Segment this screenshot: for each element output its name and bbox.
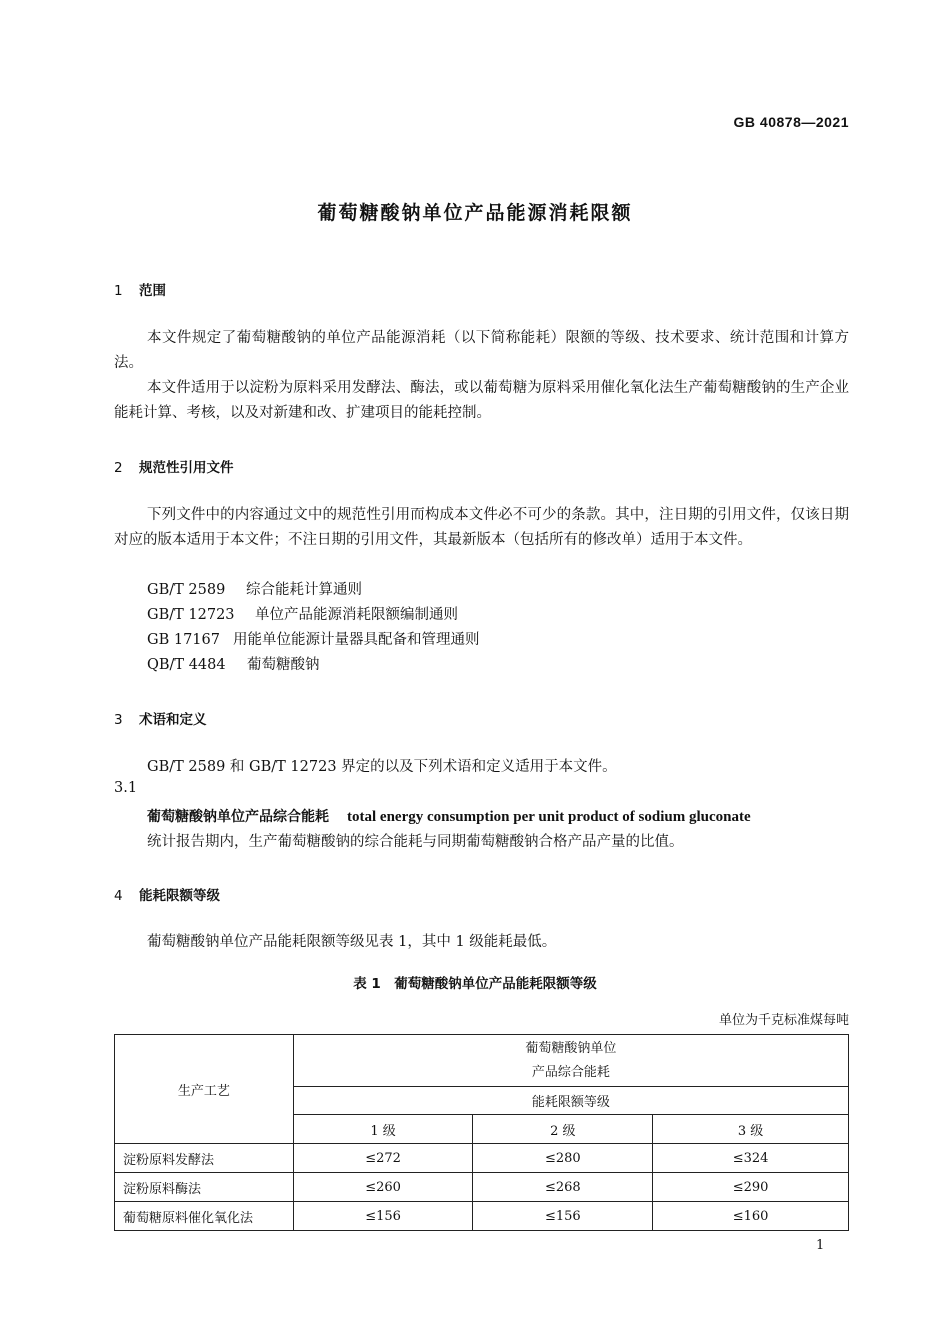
term-english: total energy consumption per unit product of sodium gluconate	[347, 809, 751, 825]
value-cell: ≤156	[293, 1202, 473, 1231]
group-header-cell	[293, 1035, 848, 1087]
table-unit: 单位为千克标准煤每吨	[718, 1013, 849, 1028]
reference-code: GB/T 12723	[147, 607, 235, 623]
table-caption: 表 1 葡萄糖酸钠单位产品能耗限额等级	[353, 976, 597, 992]
section-title: 范围	[139, 283, 166, 299]
reference-code: QB/T 4484	[147, 657, 226, 673]
value-cell: ≤272	[293, 1144, 473, 1173]
paragraph: GB/T 2589 和 GB/T 12723 界定的以及下列术语和定义适用于本文件。	[147, 759, 617, 775]
section-number: 4	[114, 888, 123, 904]
table-row	[115, 1202, 849, 1231]
paragraph: 本文件规定了葡萄糖酸钠的单位产品能源消耗（以下简称能耗）限额的等级、技术要求、统计范围和计算方法。	[114, 330, 849, 371]
reference-title: 单位产品能源消耗限额编制通则	[255, 607, 458, 623]
value-cell: ≤156	[473, 1202, 653, 1231]
value-cell: ≤324	[653, 1144, 849, 1173]
section-number: 3	[114, 712, 123, 728]
table-row	[115, 1173, 849, 1202]
value-cell: ≤280	[473, 1144, 653, 1173]
paragraph: 葡萄糖酸钠单位产品能耗限额等级见表 1，其中 1 级能耗最低。	[147, 934, 557, 950]
subclause-number: 3.1	[114, 780, 138, 796]
normative-reference	[147, 628, 480, 649]
grade-header-cell: 1 级	[293, 1115, 473, 1144]
section-number: 2	[114, 460, 123, 476]
section-number: 1	[114, 283, 123, 299]
paragraph: 下列文件中的内容通过文中的规范性引用而构成本文件必不可少的条款。其中，注日期的引用文件，仅该日期对应的版本适用于本文件；不注日期的引用文件，其最新版本（包括所有的修改单）适用于本文件。	[114, 507, 849, 548]
term-definition: 统计报告期内，生产葡萄糖酸钠的综合能耗与同期葡萄糖酸钠合格产品产量的比值。	[147, 834, 684, 850]
value-cell: ≤160	[653, 1202, 849, 1231]
process-header-cell: 生产工艺	[115, 1035, 294, 1144]
standard-number: GB 40878—2021	[733, 114, 849, 130]
term-chinese: 葡萄糖酸钠单位产品综合能耗	[147, 809, 329, 825]
reference-code: GB 17167	[147, 632, 220, 648]
energy-limit-table	[114, 1034, 849, 1231]
value-cell: ≤260	[293, 1173, 473, 1202]
group-header-line: 葡萄糖酸钠单位	[525, 1040, 617, 1056]
normative-reference	[147, 653, 320, 674]
table-row	[115, 1144, 849, 1173]
reference-title: 综合能耗计算通则	[246, 582, 362, 598]
process-cell: 淀粉原料酶法	[115, 1173, 294, 1202]
grade-header-cell: 2 级	[473, 1115, 653, 1144]
section-title: 能耗限额等级	[139, 888, 220, 904]
process-cell: 淀粉原料发酵法	[115, 1144, 294, 1173]
normative-reference	[147, 578, 362, 599]
group-header-line: 产品综合能耗	[531, 1064, 610, 1080]
reference-title: 葡萄糖酸钠	[247, 657, 320, 673]
value-cell: ≤290	[653, 1173, 849, 1202]
normative-reference	[147, 603, 458, 624]
process-cell: 葡萄糖原料催化氧化法	[115, 1202, 294, 1231]
paragraph: 本文件适用于以淀粉为原料采用发酵法、酶法，或以葡萄糖为原料采用催化氧化法生产葡萄糖酸钠的生产企业能耗计算、考核，以及对新建和改、扩建项目的能耗控制。	[114, 380, 849, 421]
section-2-heading	[114, 456, 234, 476]
term-entry	[147, 806, 751, 826]
page-number: 1	[816, 1238, 825, 1253]
subgroup-header-cell: 能耗限额等级	[293, 1087, 848, 1115]
section-1-heading	[114, 279, 166, 299]
section-title: 术语和定义	[139, 712, 207, 728]
section-3-heading	[114, 708, 207, 728]
reference-code: GB/T 2589	[147, 582, 226, 598]
grade-header-cell: 3 级	[653, 1115, 849, 1144]
section-4-heading	[114, 884, 220, 904]
section-title: 规范性引用文件	[139, 460, 234, 476]
value-cell: ≤268	[473, 1173, 653, 1202]
reference-title: 用能单位能源计量器具配备和管理通则	[233, 632, 480, 648]
document-title: 葡萄糖酸钠单位产品能源消耗限额	[317, 202, 633, 224]
